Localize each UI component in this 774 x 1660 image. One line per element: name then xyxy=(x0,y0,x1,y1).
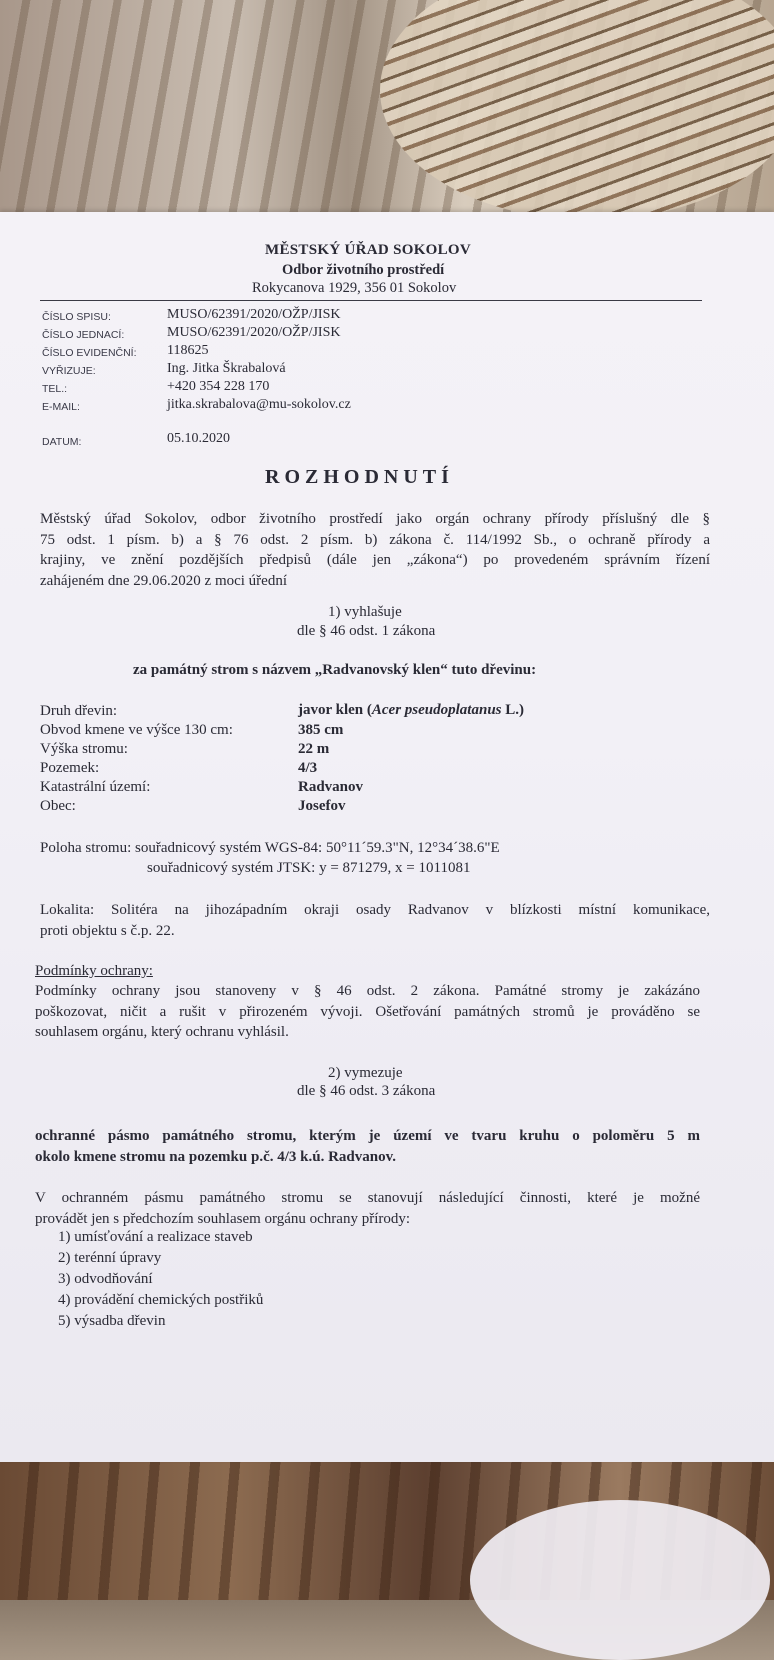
intro-line: zahájeném dne 29.06.2020 z moci úřední xyxy=(40,572,288,589)
conditions-line: Podmínky ochrany jsou stanoveny v § 46 odst. 2 zákona. Památné stromy je zakázáno xyxy=(35,983,700,999)
intro-line: krajiny, ve znění pozdějších předpisů (dále jen „zákona“) po provedeném správním řízení xyxy=(40,552,710,568)
background-object-bottom xyxy=(470,1500,770,1660)
section2-statement xyxy=(35,1126,700,1167)
office-name: MĚSTSKÝ ÚŘAD SOKOLOV xyxy=(265,242,472,258)
activities-intro-line: V ochranném pásmu památného stromu se stanovují následující činnosti, které je možné xyxy=(35,1190,700,1206)
tree-label-parcel: Pozemek: xyxy=(40,760,100,776)
tree-label-height: Výška stromu: xyxy=(40,741,128,757)
meta-value-phone: +420 354 228 170 xyxy=(167,379,270,394)
tree-value-cadastral-area: Radvanov xyxy=(298,779,364,795)
conditions-paragraph xyxy=(35,981,700,1043)
office-address: Rokycanova 1929, 356 01 Sokolov xyxy=(252,280,457,296)
intro-paragraph xyxy=(40,509,710,591)
conditions-line: poškozovat, ničit a rušit v přirozeném vývoji. Ošetřování památných stromů je prováděno se xyxy=(35,1003,700,1020)
activity-item: 2) terénní úpravy xyxy=(58,1250,162,1266)
section1-heading: 1) vyhlašuje xyxy=(328,604,402,620)
meta-label-reference-number: ČÍSLO JEDNACÍ: xyxy=(42,329,125,341)
activity-item: 5) výsadba dřevin xyxy=(58,1313,166,1329)
meta-value-handled-by: Ing. Jitka Škrabalová xyxy=(167,361,286,376)
tree-label-municipality: Obec: xyxy=(40,798,76,814)
section1-basis: dle § 46 odst. 1 zákona xyxy=(297,623,436,639)
intro-line: Městský úřad Sokolov, odbor životního prostředí jako orgán ochrany přírody příslušný dle § xyxy=(40,511,710,527)
tree-value-parcel: 4/3 xyxy=(298,760,318,776)
meta-value-case-number: MUSO/62391/2020/OŽP/JISK xyxy=(167,307,341,322)
meta-label-date: DATUM: xyxy=(42,436,82,448)
tree-label-species: Druh dřevin: xyxy=(40,703,118,719)
meta-value-email: jitka.skrabalova@mu-sokolov.cz xyxy=(167,397,351,412)
tree-label-cadastral-area: Katastrální území: xyxy=(40,779,151,795)
locality-line: proti objektu s č.p. 22. xyxy=(40,922,175,939)
section2-basis: dle § 46 odst. 3 zákona xyxy=(297,1083,436,1099)
meta-label-registration-number: ČÍSLO EVIDENČNÍ: xyxy=(42,347,137,359)
activities-intro-line: provádět jen s předchozím souhlasem orgánu ochrany přírody: xyxy=(35,1210,411,1227)
section2-statement-line: okolo kmene stromu na pozemku p.č. 4/3 k.ú. Radvanov. xyxy=(35,1148,397,1165)
section2-heading: 2) vymezuje xyxy=(328,1065,403,1081)
department-name: Odbor životního prostředí xyxy=(282,262,445,278)
meta-label-handled-by: VYŘIZUJE: xyxy=(42,365,96,377)
header-divider xyxy=(40,300,702,301)
section1-statement: za památný strom s názvem „Radvanovský klen“ tuto dřevinu: xyxy=(133,662,537,678)
meta-value-date: 05.10.2020 xyxy=(167,431,230,446)
meta-label-case-number: ČÍSLO SPISU: xyxy=(42,311,111,323)
activity-item: 4) provádění chemických postřiků xyxy=(58,1292,264,1308)
tree-value-height: 22 m xyxy=(298,741,330,757)
meta-label-phone: TEL.: xyxy=(42,383,68,395)
tree-value-girth: 385 cm xyxy=(298,722,344,738)
meta-value-reference-number: MUSO/62391/2020/OŽP/JISK xyxy=(167,325,341,340)
tree-value-municipality: Josefov xyxy=(298,798,346,814)
document-page xyxy=(0,212,774,1462)
locality-line: Lokalita: Solitéra na jihozápadním okraji osady Radvanov v blízkosti místní komunikace, xyxy=(40,902,710,918)
document-title: ROZHODNUTÍ xyxy=(265,466,454,488)
conditions-line: souhlasem orgánu, který ochranu vyhlásil. xyxy=(35,1024,289,1040)
tree-position-wgs84: Poloha stromu: souřadnicový systém WGS-84: 50°11´59.3"N, 12°34´38.6"E xyxy=(40,840,500,856)
locality-paragraph xyxy=(40,900,710,941)
tree-position-jtsk: souřadnicový systém JTSK: y = 871279, x = 1011081 xyxy=(147,860,471,876)
activities-intro xyxy=(35,1188,700,1229)
section2-statement-line: ochranné pásmo památného stromu, kterým je území ve tvaru kruhu o poloměru 5 m xyxy=(35,1128,700,1144)
activity-item: 3) odvodňování xyxy=(58,1271,153,1287)
meta-value-registration-number: 118625 xyxy=(167,343,209,358)
tree-label-girth: Obvod kmene ve výšce 130 cm: xyxy=(40,722,233,738)
activity-item: 1) umísťování a realizace staveb xyxy=(58,1229,253,1245)
meta-label-email: E-MAIL: xyxy=(42,401,80,413)
conditions-heading: Podmínky ochrany: xyxy=(35,963,153,979)
intro-line: 75 odst. 1 písm. b) a § 76 odst. 2 písm. b) zákona č. 114/1992 Sb., o ochraně přírody a xyxy=(40,531,710,548)
tree-value-species: javor klen (Acer pseudoplatanus L.) xyxy=(298,702,524,718)
